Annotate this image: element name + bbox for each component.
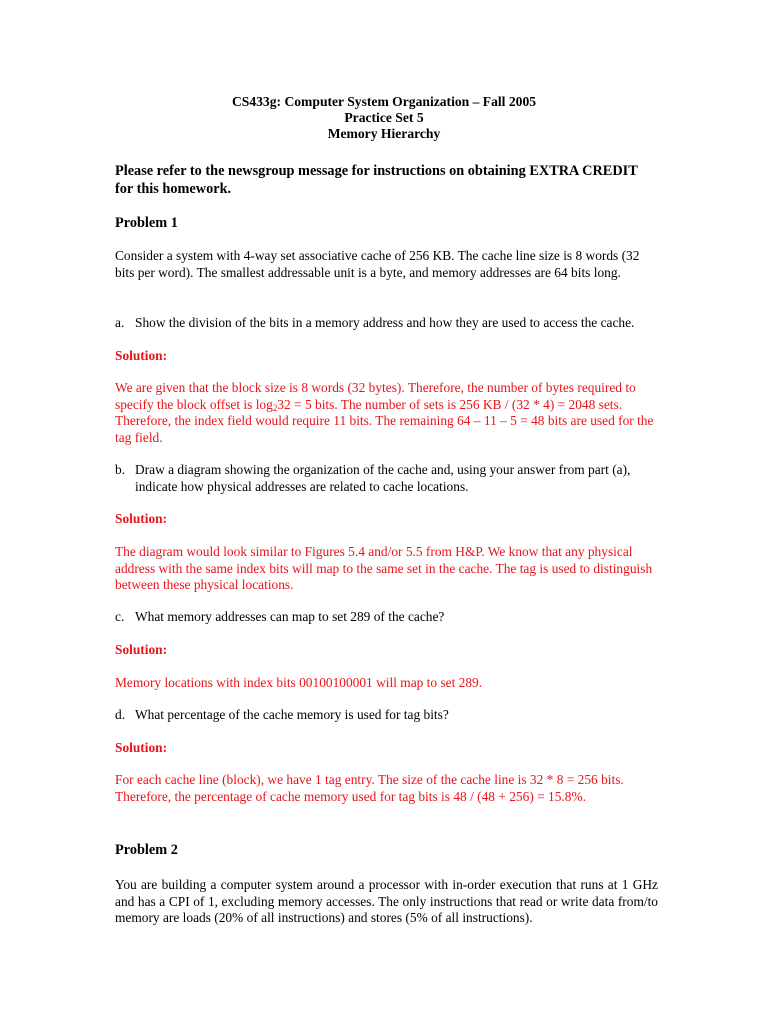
part-d-text: What percentage of the cache memory is used for tag bits? bbox=[135, 707, 449, 722]
document-header bbox=[0, 94, 768, 142]
problem-2-heading: Problem 2 bbox=[115, 842, 178, 858]
part-c-label: c. bbox=[115, 609, 125, 624]
part-b-solution: The diagram would look similar to Figures 5.4 and/or 5.5 from H&P. We know that any physical address with the same index bits will map to the same set in the cache. The tag is used to distinguish between these physical locations. bbox=[115, 544, 653, 592]
part-c-solution-label: Solution: bbox=[115, 642, 168, 657]
part-a-solution-label: Solution: bbox=[115, 348, 168, 363]
problem-1-heading: Problem 1 bbox=[115, 215, 178, 231]
part-d-label: d. bbox=[115, 707, 126, 722]
part-a-text: Show the division of the bits in a memory address and how they are used to access the cache. bbox=[135, 315, 635, 330]
part-b-solution-label: Solution: bbox=[115, 511, 168, 526]
part-a-label: a. bbox=[115, 315, 125, 330]
part-a-solution bbox=[115, 380, 658, 446]
part-c-solution: Memory locations with index bits 00100100001 will map to set 289. bbox=[115, 675, 483, 690]
part-a-solution-sub: 2 bbox=[272, 402, 278, 413]
part-c-question bbox=[115, 609, 658, 626]
part-c-text: What memory addresses can map to set 289 of the cache? bbox=[135, 609, 445, 624]
practice-set-title: Practice Set 5 bbox=[344, 110, 424, 125]
part-d-question bbox=[115, 707, 658, 724]
part-a-solution-post: 32 = 5 bits. The number of sets is 256 KB / (32 * 4) = 2048 sets. Therefore, the index field would require 11 bits. The remaining 64 – 11 – 5 = 48 bits are used for the tag field. bbox=[115, 396, 654, 445]
part-a-solution-pre: We are given that the block size is 8 words (32 bytes). Therefore, the number of bytes required to specify the block offset is log bbox=[115, 380, 636, 412]
problem-1-intro: Consider a system with 4-way set associative cache of 256 KB. The cache line size is 8 words (32 bits per word). The smallest addressable unit is a byte, and memory addresses are 64 bits long. bbox=[115, 248, 640, 280]
part-b-text: Draw a diagram showing the organization of the cache and, using your answer from part (a), indicate how physical addresses are related to cache locations. bbox=[135, 462, 631, 494]
problem-2-intro: You are building a computer system around a processor with in-order execution that runs at 1 GHz and has a CPI of 1, excluding memory accesses. The only instructions that read or write data from/to memory are loads (20% of all instructions) and stores (5% of all instructions). bbox=[115, 877, 658, 925]
part-d-solution-label: Solution: bbox=[115, 740, 168, 755]
extra-credit-notice: Please refer to the newsgroup message for instructions on obtaining EXTRA CREDIT for this homework. bbox=[115, 163, 638, 197]
topic-title: Memory Hierarchy bbox=[327, 126, 441, 141]
part-b-label: b. bbox=[115, 462, 126, 477]
part-a-question bbox=[115, 315, 658, 332]
part-b-question bbox=[115, 462, 658, 495]
part-d-solution: For each cache line (block), we have 1 tag entry. The size of the cache line is 32 * 8 = 256 bits. Therefore, the percentage of cache memory used for tag bits is 48 / (48 + 256) = 15.8%. bbox=[115, 772, 624, 804]
course-title: CS433g: Computer System Organization – Fall 2005 bbox=[231, 94, 537, 109]
